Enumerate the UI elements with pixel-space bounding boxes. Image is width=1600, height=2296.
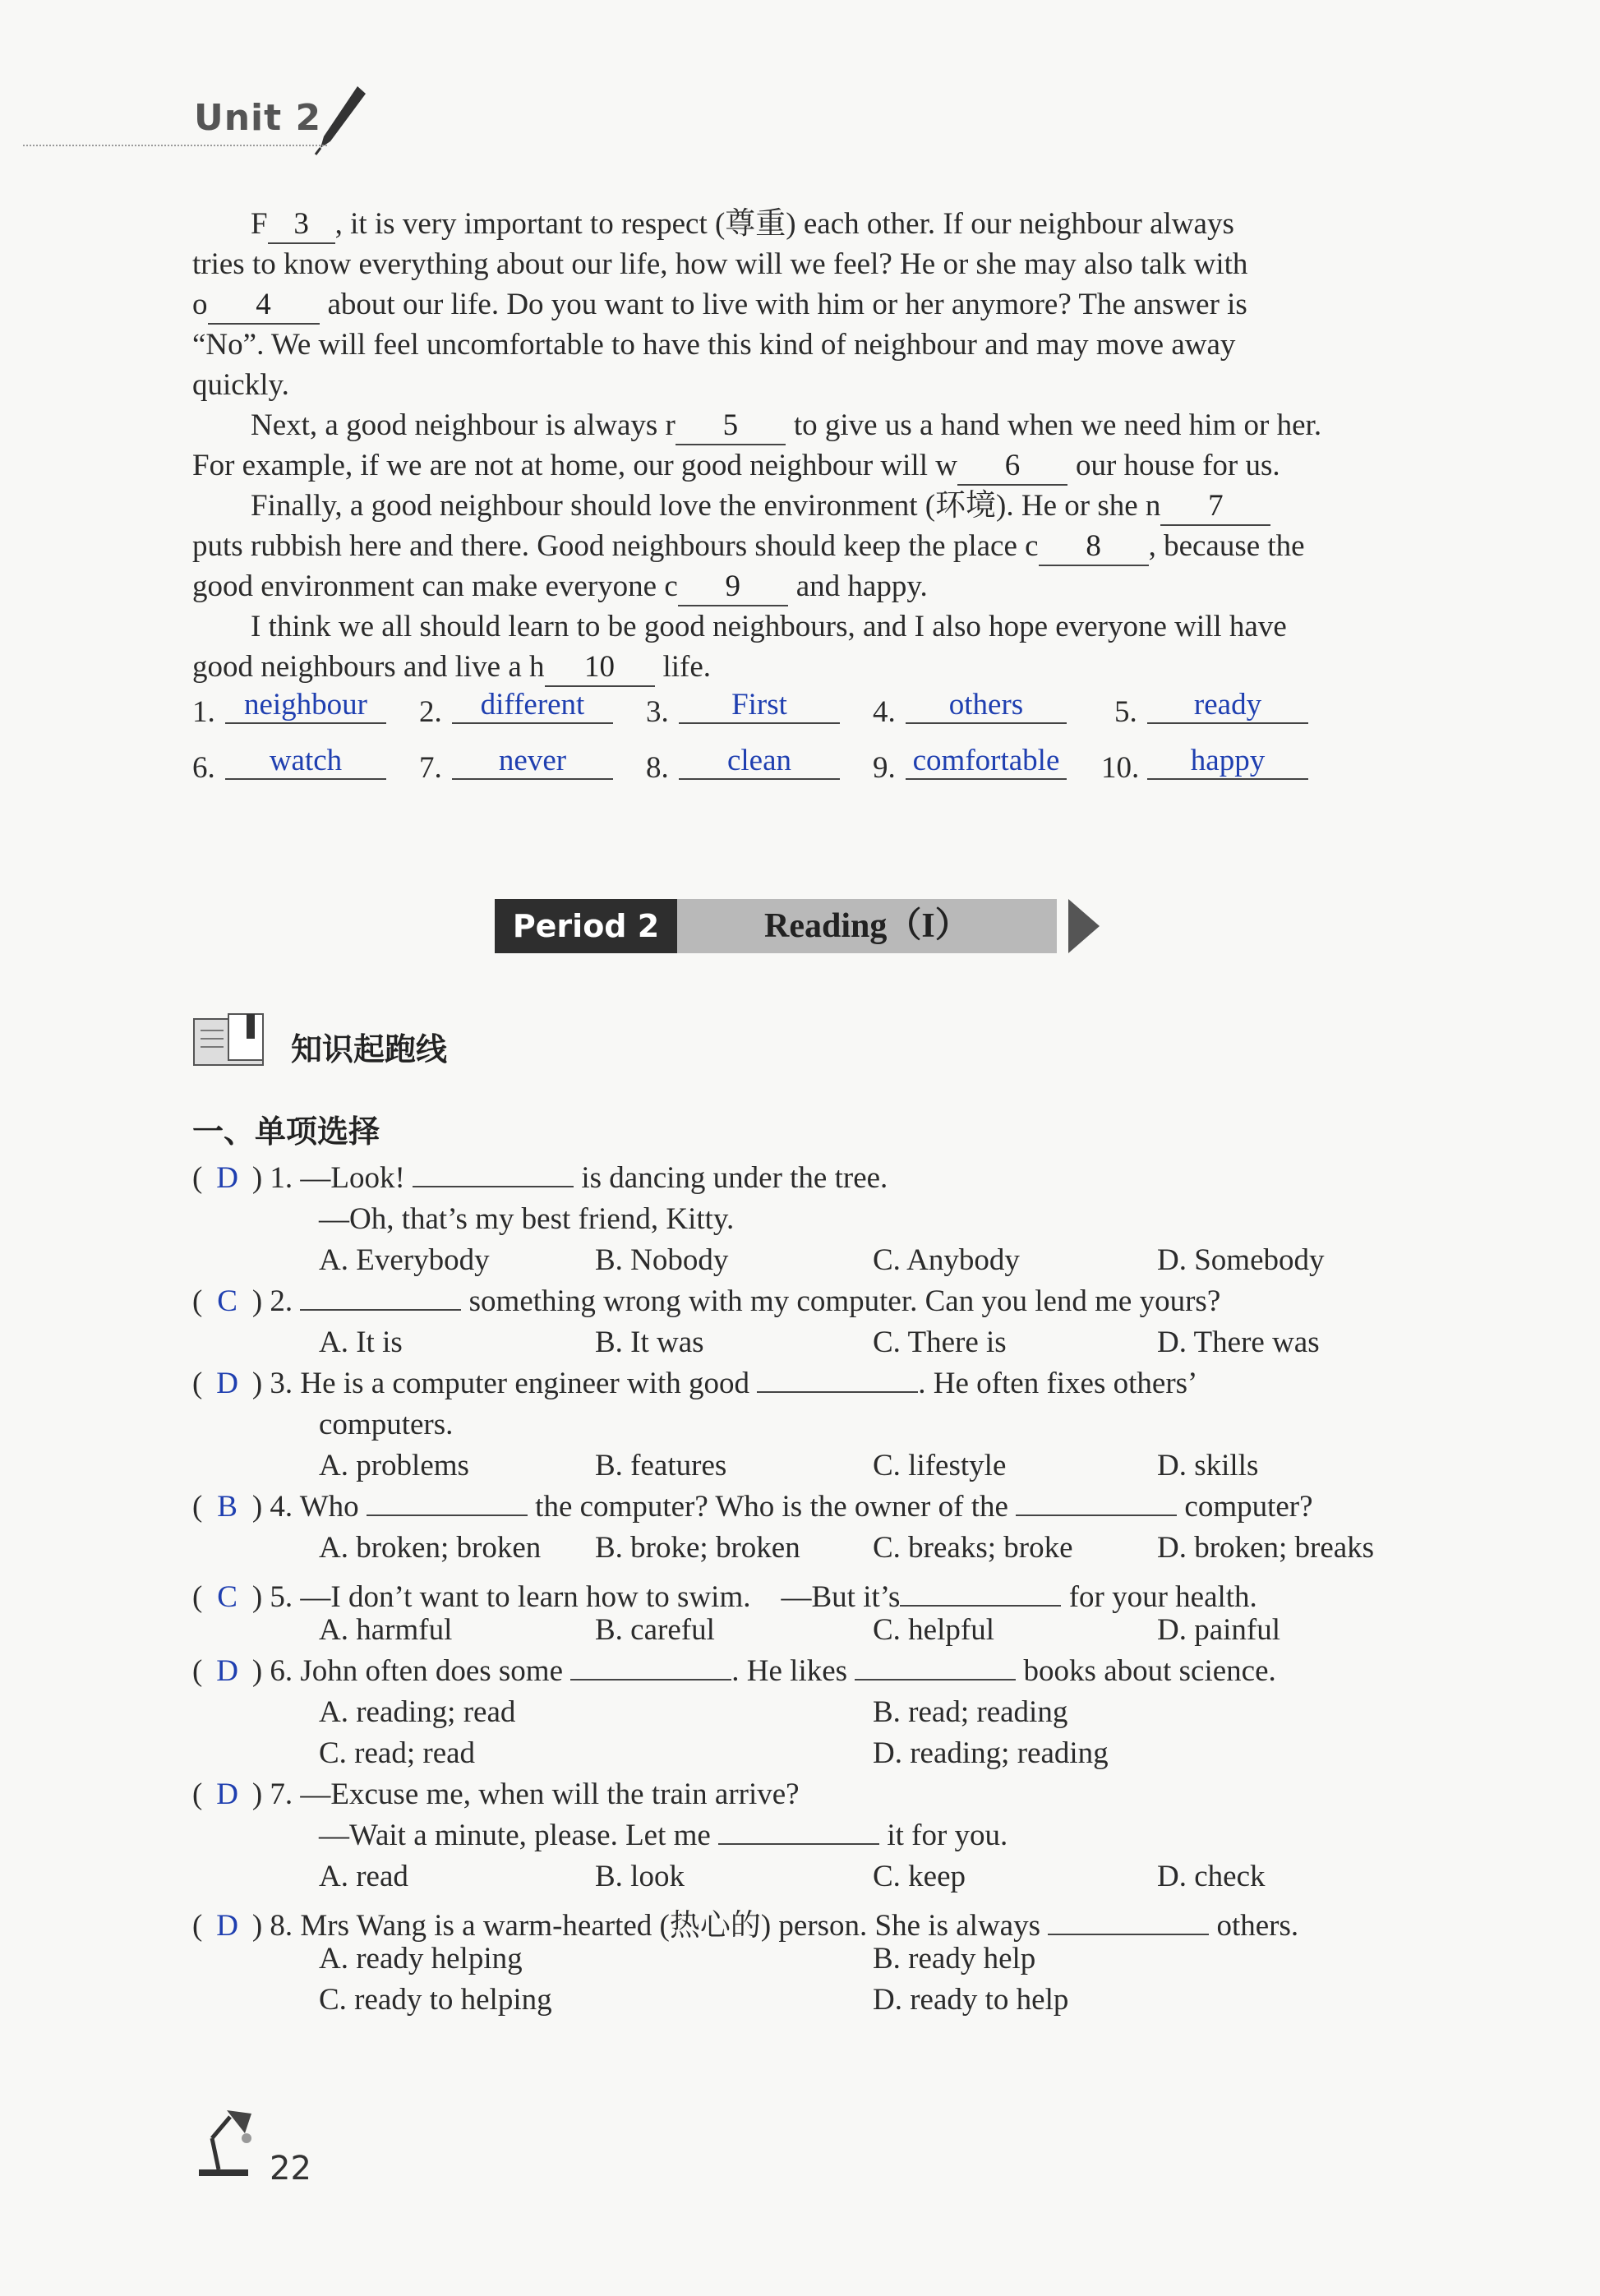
- question-blank: [300, 1284, 461, 1311]
- question-stem: computer?: [1184, 1490, 1313, 1524]
- question-4: ( B ) 4. Who the computer? Who is the owner of the computer?: [192, 1490, 1313, 1524]
- answer-value: neighbour: [225, 687, 386, 724]
- answer-value: clean: [679, 743, 840, 780]
- passage-text: o: [192, 288, 208, 321]
- question-stem: 7. —Excuse me, when will the train arrive?: [270, 1777, 800, 1811]
- option: D. reading; reading: [873, 1736, 1109, 1770]
- option: A. problems: [319, 1449, 469, 1482]
- option: A. read: [319, 1860, 408, 1893]
- passage-text: For example, if we are not at home, our good neighbour will w: [192, 449, 957, 482]
- passage-blank-5: 5: [676, 408, 786, 445]
- answer-number: 6.: [192, 751, 215, 785]
- option: C. ready to helping: [319, 1983, 552, 2017]
- question-stem: it for you.: [887, 1819, 1008, 1852]
- answer-value: never: [452, 743, 613, 780]
- question-answer: D: [216, 1367, 238, 1400]
- passage-line-8: [251, 486, 1270, 527]
- page-number: 22: [270, 2150, 311, 2188]
- question-blank: [1048, 1909, 1209, 1935]
- passage-text: puts rubbish here and there. Good neighbours should keep the place c: [192, 529, 1039, 563]
- question-7-line2: [319, 1818, 1007, 1853]
- answer-number: 7.: [419, 751, 442, 785]
- period-title: Reading（I）: [764, 907, 970, 945]
- answer-number: 3.: [646, 695, 669, 729]
- question-5: ( C ) 5. —I don’t want to learn how to swim. —But it’s for your health.: [192, 1580, 1257, 1614]
- question-stem: 2.: [270, 1284, 293, 1318]
- period-label: Period 2: [495, 899, 677, 953]
- question-stem: —Oh, that’s my best friend, Kitty.: [319, 1202, 735, 1236]
- option: C. read; read: [319, 1736, 476, 1770]
- passage-line-6: [251, 405, 1321, 446]
- question-blank: [757, 1367, 918, 1393]
- option: B. broke; broken: [595, 1531, 800, 1565]
- option: A. broken; broken: [319, 1531, 542, 1565]
- answer-value: others: [906, 687, 1067, 724]
- passage-blank-8: 8: [1039, 528, 1149, 566]
- passage-text: life.: [662, 650, 712, 684]
- passage-text: good environment can make everyone c: [192, 569, 678, 603]
- passage-text: Finally, a good neighbour should love the environment (环境). He or she n: [251, 489, 1161, 523]
- question-blank: [1016, 1490, 1177, 1516]
- question-answer: D: [216, 1777, 238, 1811]
- question-stem: 4. Who: [270, 1490, 359, 1524]
- section-title: 知识起跑线: [291, 1031, 448, 1067]
- option: B. careful: [595, 1613, 715, 1647]
- option: D. ready to help: [873, 1983, 1069, 2017]
- question-blank: [570, 1654, 731, 1681]
- question-1: ( D ) 1. —Look! is dancing under the tree.: [192, 1161, 888, 1195]
- answer-value: First: [679, 687, 840, 724]
- question-stem: something wrong with my computer. Can you lend me yours?: [468, 1284, 1221, 1318]
- option: A. ready helping: [319, 1942, 523, 1976]
- passage-text: and happy.: [795, 569, 928, 603]
- passage-text: about our life. Do you want to live with him or her anymore? The answer is: [327, 288, 1247, 321]
- option: C. lifestyle: [873, 1449, 1007, 1482]
- passage-text: our house for us.: [1075, 449, 1280, 482]
- lamp-icon: [194, 2105, 265, 2183]
- passage-line-5: quickly.: [192, 368, 289, 402]
- question-6: ( D ) 6. John often does some . He likes books about science.: [192, 1654, 1276, 1688]
- answer-value: comfortable: [906, 743, 1067, 780]
- passage-line-4: “No”. We will feel uncomfortable to have this kind of neighbour and may move away: [192, 328, 1236, 362]
- option: D. skills: [1157, 1449, 1259, 1482]
- option: B. Nobody: [595, 1243, 729, 1277]
- passage-line-12: [192, 647, 711, 688]
- option: A. reading; read: [319, 1695, 516, 1729]
- book-icon: [192, 1012, 268, 1074]
- option: C. keep: [873, 1860, 966, 1893]
- answer-number: 9.: [873, 751, 896, 785]
- answer-value: different: [452, 687, 613, 724]
- question-answer: D: [216, 1161, 238, 1195]
- question-stem: computers.: [319, 1408, 454, 1441]
- passage-line-10: [192, 566, 928, 607]
- question-stem: . He often fixes others’: [918, 1367, 1198, 1400]
- question-stem: 1. —Look!: [270, 1161, 405, 1195]
- passage-text: to give us a hand when we need him or her.: [793, 408, 1322, 442]
- question-stem: the computer? Who is the owner of the: [535, 1490, 1008, 1524]
- question-answer: B: [217, 1490, 237, 1524]
- passage-line-9: [192, 526, 1305, 567]
- passage-blank-10: 10: [545, 649, 655, 687]
- question-stem: 5. —I don’t want to learn how to swim. —But it’s: [270, 1580, 901, 1614]
- option: A. It is: [319, 1326, 403, 1359]
- passage-text: Next, a good neighbour is always r: [251, 408, 676, 442]
- option: B. ready help: [873, 1942, 1036, 1976]
- option: D. broken; breaks: [1157, 1531, 1375, 1565]
- question-2: ( C ) 2. something wrong with my computer. Can you lend me yours?: [192, 1284, 1221, 1318]
- question-8: ( D ) 8. Mrs Wang is a warm-hearted (热心的) person. She is always others.: [192, 1909, 1299, 1943]
- question-answer: C: [217, 1580, 237, 1614]
- answer-number: 4.: [873, 695, 896, 729]
- option: B. features: [595, 1449, 727, 1482]
- option: D. Somebody: [1157, 1243, 1325, 1277]
- question-stem: books about science.: [1023, 1654, 1276, 1688]
- passage-text: , it is very important to respect (尊重) each other. If our neighbour always: [334, 207, 1234, 241]
- passage-blank-3: 3: [268, 206, 335, 244]
- passage-blank-7: 7: [1160, 488, 1270, 526]
- arrow-icon: [1068, 899, 1100, 953]
- question-blank: [413, 1161, 574, 1187]
- question-stem: —Wait a minute, please. Let me: [319, 1819, 711, 1852]
- option: D. painful: [1157, 1613, 1281, 1647]
- question-answer: D: [216, 1654, 238, 1688]
- answer-number: 5.: [1114, 695, 1137, 729]
- question-blank: [855, 1654, 1016, 1681]
- passage-text: F: [251, 207, 268, 241]
- question-stem: 8. Mrs Wang is a warm-hearted (热心的) person. She is always: [270, 1909, 1040, 1943]
- passage-line-2: tries to know everything about our life, how will we feel? He or she may also talk with: [192, 247, 1248, 281]
- pen-icon: [312, 82, 370, 160]
- option: B. It was: [595, 1326, 704, 1359]
- answer-number: 10.: [1101, 751, 1140, 785]
- option: D. There was: [1157, 1326, 1320, 1359]
- passage-line-7: [192, 445, 1280, 486]
- option: B. look: [595, 1860, 685, 1893]
- question-stem: for your health.: [1068, 1580, 1257, 1614]
- option: D. check: [1157, 1860, 1266, 1893]
- answer-number: 2.: [419, 695, 442, 729]
- passage-line-1: [251, 204, 1234, 245]
- passage-text: , because the: [1148, 529, 1305, 563]
- option: B. read; reading: [873, 1695, 1068, 1729]
- passage-text: good neighbours and live a h: [192, 650, 545, 684]
- answer-value: watch: [225, 743, 386, 780]
- passage-blank-9: 9: [678, 569, 788, 606]
- passage-blank-4: 4: [208, 287, 320, 325]
- question-stem: . He likes: [731, 1654, 848, 1688]
- passage-line-3: [192, 284, 1247, 325]
- header-divider: [23, 145, 327, 146]
- passage-line-11: I think we all should learn to be good neighbours, and I also hope everyone will have: [251, 610, 1287, 643]
- question-stem: 3. He is a computer engineer with good: [270, 1367, 750, 1400]
- passage-blank-6: 6: [957, 448, 1067, 486]
- answer-number: 8.: [646, 751, 669, 785]
- unit-title: Unit 2: [194, 97, 322, 139]
- answer-value: happy: [1147, 743, 1308, 780]
- option: C. Anybody: [873, 1243, 1020, 1277]
- option: C. There is: [873, 1326, 1007, 1359]
- question-blank: [718, 1819, 879, 1845]
- answer-value: ready: [1147, 687, 1308, 724]
- answer-number: 1.: [192, 695, 215, 729]
- question-answer: C: [217, 1284, 237, 1318]
- option: C. helpful: [873, 1613, 994, 1647]
- question-blank: [367, 1490, 528, 1516]
- option: A. Everybody: [319, 1243, 490, 1277]
- option: C. breaks; broke: [873, 1531, 1073, 1565]
- question-3: ( D ) 3. He is a computer engineer with good . He often fixes others’: [192, 1367, 1198, 1400]
- option: A. harmful: [319, 1613, 453, 1647]
- question-answer: D: [216, 1909, 238, 1943]
- part-title: 一、单项选择: [192, 1113, 380, 1150]
- question-stem: others.: [1216, 1909, 1299, 1943]
- question-stem: 6. John often does some: [270, 1654, 564, 1688]
- question-7: ( D ) 7. —Excuse me, when will the train arrive?: [192, 1777, 800, 1811]
- question-blank: [900, 1580, 1061, 1607]
- question-stem: is dancing under the tree.: [581, 1161, 888, 1195]
